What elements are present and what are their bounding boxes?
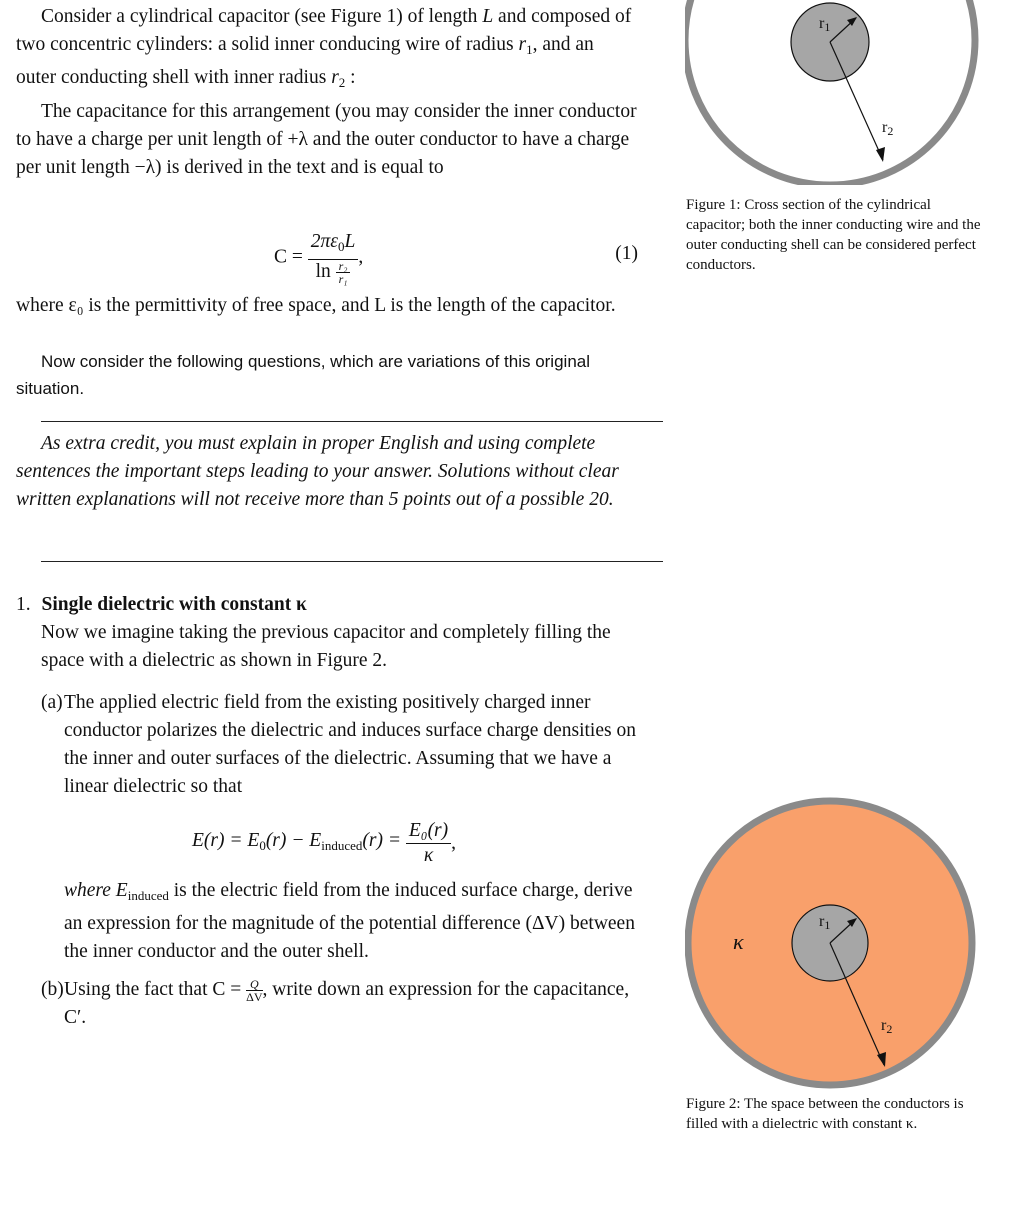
intro-paragraph-2: The capacitance for this arrangement (you may consider the inner conductor to have a charge per unit length of +λ and the outer conductor to have a charge per unit length −λ) is derived in the text and is equal to [16,101,637,178]
top-rule [41,421,663,422]
intro-paragraph-4: Now consider the following questions, which are variations of this original situation. [16,352,591,398]
eq1-lhs: C = [274,246,303,268]
question-1a-followup: where $E_{induced}$ is the electric field from the induced surface charge, derive an expression for the magnitude of the potential difference (ΔV) between the inner conductor and the outer shell. [64,880,635,962]
figure-1-diagram [685,0,1024,185]
figure-1-caption: Figure 1: Cross section of the cylindrical capacitor; both the inner conducting wire and the outer conducting shell can be considered perfect conductors. [686,197,981,273]
intro-paragraph-1: Consider a cylindrical capacitor (see Figure 1) of length L and composed of two concentric cylinders: a solid inner conducing wire of radius $r_1$, and an outer conducting shell with inner radius $r_2$ : [16,6,632,90]
bottom-rule [41,561,663,562]
question-1b: (b) Using the fact that C = $\frac{Q}{\Delta V}$ , write down an expression for the capacitance, C′. [41,977,630,1028]
question-1a-text: The applied electric field from the existing positively charged inner conductor polarizes the dielectric and induces surface charge densities on the inner and outer surfaces of the dielectric. Assuming that we have a linear dielectric so that [64,692,636,797]
eq1-fraction: $2\pi\varepsilon_0L$ ln $\frac{\text{r₂}}{\text{r₁}}$ [308,230,359,285]
r2-label: r2 [882,119,894,138]
r1-label: r1 [819,913,831,932]
eq2-fraction: $\frac{\text{E₀(r)}}{\kappa}$ [406,819,451,868]
question-1 [16,591,638,1032]
extra-credit-note: As extra credit, you must explain in proper English and using complete sentences the important steps leading to your answer. Solutions without clear written explanations will not receive more than 5 points out of a possible 20. [16,433,619,510]
question-1a: (a) The applied electric field from the existing positively charged inner conductor polarizes the dielectric and induces surface charge densities on the inner and outer surfaces of the dielectric. Assuming that we have a linear dielectric so that [41,689,638,801]
figure-2-diagram [685,795,1015,1095]
kappa-label: κ [733,929,744,954]
intro-paragraph-3: where ε₀ is the permittivity of free space, and L is the length of the capacitor. [16,295,616,316]
question-1-title: 1. Single dielectric with constant κ [16,594,307,615]
question-1-body: Now we imagine taking the previous capacitor and completely filling the space with a dielectric as shown in Figure 2. [41,622,611,671]
eq1-number: (1) [615,243,638,264]
figure-2-caption: Figure 2: The space between the conductors is filled with a dielectric with constant κ. [686,1096,964,1132]
equation-1: C = $2\pi\varepsilon_0L$ ln $\frac{\text{r₂}}{\text{r₁}}$ , (1) [274,231,638,287]
r1-label: r1 [819,15,831,34]
equation-2: $E(r) = E_0(r) - E_{induced}(r)$ = $\frac{\text{E₀(r)}}{\kappa}$ , [192,820,457,866]
r2-label: r2 [881,1017,893,1036]
